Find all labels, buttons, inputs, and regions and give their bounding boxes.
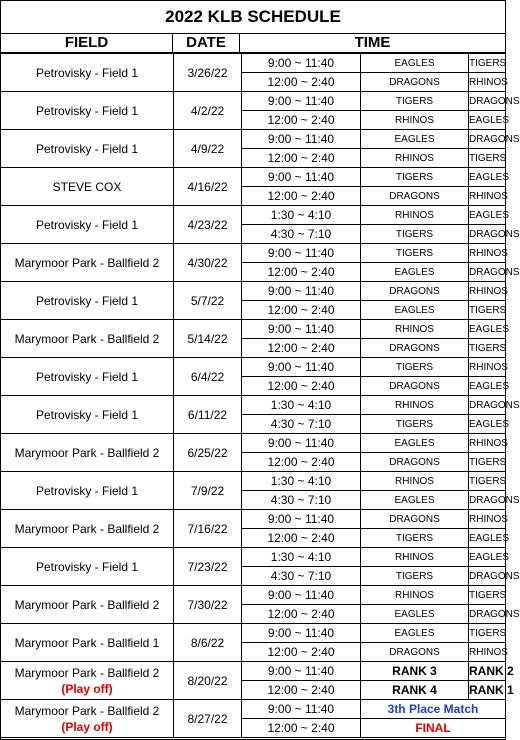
- team-cell: RHINOS: [469, 358, 506, 377]
- team-cell: DRAGONS: [361, 282, 469, 301]
- schedule-row: [1, 624, 506, 643]
- team-cell: DRAGONS: [469, 225, 506, 244]
- team-cell: RHINOS: [469, 434, 506, 453]
- team-cell: TIGERS: [361, 567, 469, 586]
- date-cell: 4/16/22: [174, 168, 242, 206]
- team-cell: RHINOS: [469, 282, 506, 301]
- team-cell: EAGLES: [469, 548, 506, 567]
- playoff-label: (Play off): [61, 681, 113, 696]
- team-cell: RHINOS: [361, 472, 469, 491]
- team-cell: RHINOS: [361, 149, 469, 168]
- rank-cell: RANK 4: [361, 681, 469, 700]
- time-cell: 12:00 ~ 2:40: [242, 605, 361, 624]
- team-cell: RHINOS: [361, 548, 469, 567]
- date-cell: 6/11/22: [174, 396, 242, 434]
- date-header: DATE: [173, 34, 240, 52]
- third-place-match: 3th Place Match: [361, 700, 506, 719]
- field-name: Petrovisky - Field 1: [35, 141, 139, 156]
- schedule-row: [1, 320, 506, 339]
- team-cell: DRAGONS: [361, 187, 469, 206]
- schedule-row: [1, 662, 506, 681]
- schedule-row: [1, 358, 506, 377]
- team-cell: DRAGONS: [469, 92, 506, 111]
- time-cell: 9:00 ~ 11:40: [242, 358, 361, 377]
- team-cell: EAGLES: [469, 206, 506, 225]
- team-cell: TIGERS: [469, 149, 506, 168]
- field-cell: [1, 548, 174, 586]
- time-cell: 12:00 ~ 2:40: [242, 263, 361, 282]
- field-cell: [1, 282, 174, 320]
- team-cell: RHINOS: [469, 244, 506, 263]
- time-cell: 4:30 ~ 7:10: [242, 567, 361, 586]
- team-cell: DRAGONS: [361, 339, 469, 358]
- schedule-row: [1, 510, 506, 529]
- field-cell: [1, 320, 174, 358]
- date-cell: 4/9/22: [174, 130, 242, 168]
- date-cell: 8/20/22: [174, 662, 242, 700]
- team-cell: DRAGONS: [469, 491, 506, 510]
- field-name: Petrovisky - Field 1: [35, 559, 139, 574]
- field-name: Petrovisky - Field 1: [35, 217, 139, 232]
- team-cell: EAGLES: [469, 168, 506, 187]
- date-cell: 3/26/22: [174, 54, 242, 92]
- time-cell: 9:00 ~ 11:40: [242, 168, 361, 187]
- time-cell: 9:00 ~ 11:40: [242, 320, 361, 339]
- team-cell: RHINOS: [469, 187, 506, 206]
- team-cell: RHINOS: [469, 510, 506, 529]
- schedule-row: [1, 206, 506, 225]
- team-cell: EAGLES: [469, 529, 506, 548]
- time-cell: 1:30 ~ 4:10: [242, 206, 361, 225]
- date-cell: 7/16/22: [174, 510, 242, 548]
- field-cell: [1, 700, 174, 738]
- date-cell: 6/4/22: [174, 358, 242, 396]
- team-cell: TIGERS: [469, 472, 506, 491]
- team-cell: EAGLES: [361, 491, 469, 510]
- time-cell: 1:30 ~ 4:10: [242, 548, 361, 567]
- date-cell: 5/7/22: [174, 282, 242, 320]
- field-name: Marymoor Park - Ballfield 2: [14, 521, 160, 536]
- team-cell: EAGLES: [361, 301, 469, 320]
- team-cell: EAGLES: [469, 111, 506, 130]
- team-cell: TIGERS: [469, 586, 506, 605]
- time-cell: 12:00 ~ 2:40: [242, 149, 361, 168]
- field-name: Marymoor Park - Ballfield 2: [14, 665, 160, 680]
- time-cell: 4:30 ~ 7:10: [242, 415, 361, 434]
- field-name: Marymoor Park - Ballfield 2: [14, 445, 160, 460]
- schedule-row: [1, 700, 506, 719]
- date-cell: 7/23/22: [174, 548, 242, 586]
- time-cell: 4:30 ~ 7:10: [242, 491, 361, 510]
- schedule-row: [1, 92, 506, 111]
- time-cell: 12:00 ~ 2:40: [242, 719, 361, 738]
- field-name: Petrovisky - Field 1: [35, 369, 139, 384]
- team-cell: DRAGONS: [469, 605, 506, 624]
- field-name: STEVE COX: [52, 179, 122, 194]
- team-cell: RHINOS: [361, 320, 469, 339]
- field-name: Marymoor Park - Ballfield 2: [14, 703, 160, 718]
- schedule-row: [1, 586, 506, 605]
- team-cell: TIGERS: [361, 92, 469, 111]
- schedule-row: [1, 168, 506, 187]
- team-cell: RHINOS: [361, 111, 469, 130]
- team-cell: DRAGONS: [469, 567, 506, 586]
- field-name: Petrovisky - Field 1: [35, 103, 139, 118]
- field-name: Marymoor Park - Ballfield 2: [14, 597, 160, 612]
- rank-cell: RANK 1: [469, 681, 506, 700]
- field-cell: [1, 510, 174, 548]
- team-cell: DRAGONS: [361, 453, 469, 472]
- team-cell: DRAGONS: [469, 130, 506, 149]
- time-cell: 12:00 ~ 2:40: [242, 453, 361, 472]
- team-cell: DRAGONS: [361, 73, 469, 92]
- time-cell: 12:00 ~ 2:40: [242, 111, 361, 130]
- team-cell: TIGERS: [361, 529, 469, 548]
- field-cell: [1, 54, 174, 92]
- team-cell: TIGERS: [361, 168, 469, 187]
- time-cell: 1:30 ~ 4:10: [242, 396, 361, 415]
- schedule-row: [1, 244, 506, 263]
- schedule-row: [1, 282, 506, 301]
- team-cell: TIGERS: [469, 339, 506, 358]
- team-cell: EAGLES: [361, 130, 469, 149]
- date-cell: 8/6/22: [174, 624, 242, 662]
- field-name: Marymoor Park - Ballfield 1: [14, 635, 160, 650]
- team-cell: EAGLES: [469, 320, 506, 339]
- time-cell: 12:00 ~ 2:40: [242, 339, 361, 358]
- schedule-row: [1, 54, 506, 73]
- date-cell: 6/25/22: [174, 434, 242, 472]
- field-cell: [1, 586, 174, 624]
- team-cell: RHINOS: [361, 396, 469, 415]
- field-cell: [1, 130, 174, 168]
- team-cell: RHINOS: [469, 643, 506, 662]
- team-cell: RHINOS: [361, 586, 469, 605]
- schedule-row: [1, 396, 506, 415]
- field-cell: [1, 168, 174, 206]
- date-cell: 7/30/22: [174, 586, 242, 624]
- time-header: TIME: [354, 34, 391, 51]
- team-cell: TIGERS: [361, 415, 469, 434]
- team-cell: EAGLES: [361, 605, 469, 624]
- time-cell: 9:00 ~ 11:40: [242, 624, 361, 643]
- time-cell: 12:00 ~ 2:40: [242, 681, 361, 700]
- team-cell: TIGERS: [469, 54, 506, 73]
- time-cell: 9:00 ~ 11:40: [242, 92, 361, 111]
- field-cell: [1, 472, 174, 510]
- field-cell: [1, 434, 174, 472]
- time-cell: 9:00 ~ 11:40: [242, 282, 361, 301]
- time-cell: 12:00 ~ 2:40: [242, 187, 361, 206]
- team-cell: DRAGONS: [469, 263, 506, 282]
- schedule-row: [1, 434, 506, 453]
- date-cell: 8/27/22: [174, 700, 242, 738]
- field-cell: [1, 624, 174, 662]
- time-cell: 12:00 ~ 2:40: [242, 643, 361, 662]
- date-cell: 4/2/22: [174, 92, 242, 130]
- schedule-row: [1, 472, 506, 491]
- team-cell: DRAGONS: [361, 377, 469, 396]
- playoff-label: (Play off): [61, 719, 113, 734]
- time-cell: 12:00 ~ 2:40: [242, 377, 361, 396]
- team-cell: TIGERS: [361, 225, 469, 244]
- time-cell: 9:00 ~ 11:40: [242, 130, 361, 149]
- team-cell: TIGERS: [469, 624, 506, 643]
- team-cell: EAGLES: [469, 377, 506, 396]
- field-header: FIELD: [1, 34, 173, 52]
- field-name: Marymoor Park - Ballfield 2: [14, 331, 160, 346]
- team-cell: TIGERS: [469, 453, 506, 472]
- time-cell: 9:00 ~ 11:40: [242, 700, 361, 719]
- team-cell: DRAGONS: [469, 396, 506, 415]
- field-name: Petrovisky - Field 1: [35, 407, 139, 422]
- field-cell: [1, 662, 174, 700]
- date-cell: 4/23/22: [174, 206, 242, 244]
- date-cell: 5/14/22: [174, 320, 242, 358]
- team-cell: EAGLES: [361, 54, 469, 73]
- team-cell: EAGLES: [361, 624, 469, 643]
- time-cell: 1:30 ~ 4:10: [242, 472, 361, 491]
- rank-cell: RANK 2: [469, 662, 506, 681]
- final-match: FINAL: [361, 719, 506, 738]
- team-cell: EAGLES: [361, 434, 469, 453]
- team-cell: RHINOS: [469, 73, 506, 92]
- field-cell: [1, 206, 174, 244]
- time-cell: 9:00 ~ 11:40: [242, 434, 361, 453]
- team-cell: TIGERS: [361, 244, 469, 263]
- field-cell: [1, 396, 174, 434]
- team-cell: EAGLES: [361, 263, 469, 282]
- team-cell: EAGLES: [469, 415, 506, 434]
- field-name: Petrovisky - Field 1: [35, 293, 139, 308]
- date-cell: 4/30/22: [174, 244, 242, 282]
- time-cell: 9:00 ~ 11:40: [242, 54, 361, 73]
- time-cell: 4:30 ~ 7:10: [242, 225, 361, 244]
- field-cell: [1, 92, 174, 130]
- team-cell: DRAGONS: [361, 643, 469, 662]
- schedule-row: [1, 130, 506, 149]
- time-cell: 9:00 ~ 11:40: [242, 586, 361, 605]
- schedule-table: [0, 53, 520, 738]
- time-cell: 12:00 ~ 2:40: [242, 301, 361, 320]
- field-cell: [1, 358, 174, 396]
- field-name: Petrovisky - Field 1: [35, 65, 139, 80]
- team-cell: DRAGONS: [361, 510, 469, 529]
- team-cell: TIGERS: [361, 358, 469, 377]
- date-cell: 7/9/22: [174, 472, 242, 510]
- field-name: Petrovisky - Field 1: [35, 483, 139, 498]
- team-cell: RHINOS: [361, 206, 469, 225]
- rank-cell: RANK 3: [361, 662, 469, 681]
- schedule-row: [1, 548, 506, 567]
- time-cell: 9:00 ~ 11:40: [242, 662, 361, 681]
- time-cell: 9:00 ~ 11:40: [242, 510, 361, 529]
- field-name: Marymoor Park - Ballfield 2: [14, 255, 160, 270]
- time-cell: 9:00 ~ 11:40: [242, 244, 361, 263]
- field-cell: [1, 244, 174, 282]
- time-cell: 12:00 ~ 2:40: [242, 529, 361, 548]
- schedule-title: 2022 KLB SCHEDULE: [1, 1, 505, 34]
- header-row: [1, 34, 505, 53]
- team-cell: TIGERS: [469, 301, 506, 320]
- time-cell: 12:00 ~ 2:40: [242, 73, 361, 92]
